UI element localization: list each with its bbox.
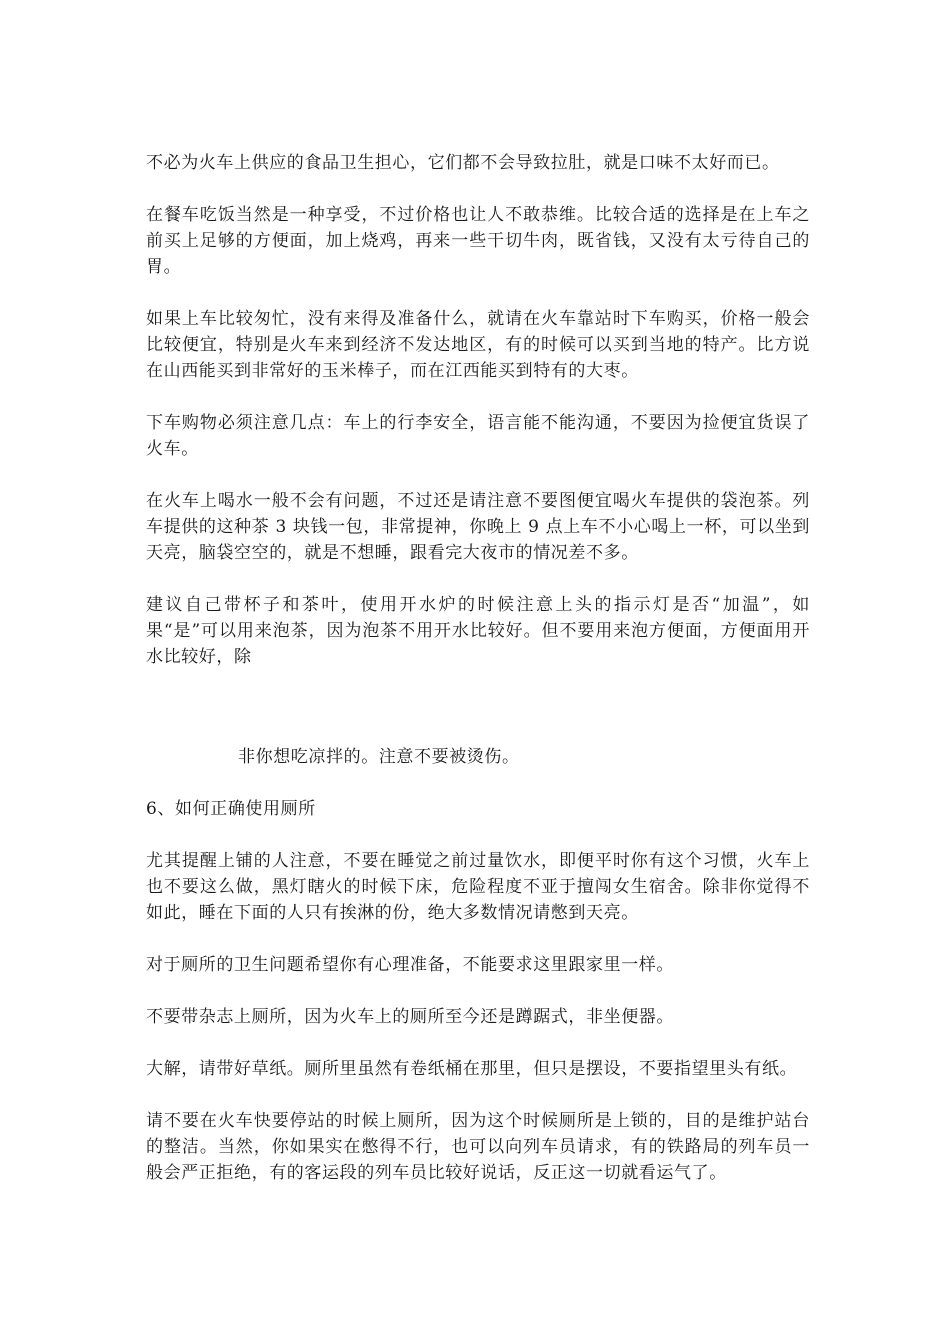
paragraph-shopping-notes: 下车购物必须注意几点：车上的行李安全，语言能不能沟通，不要因为捡便宜货误了火车。 (146, 413, 810, 459)
paragraph-upper-berth: 尤其提醒上铺的人注意，不要在睡觉之前过量饮水，即便平时你有这个习惯，火车上也不要这么做，黑灯瞎火的时候下床，危险程度不亚于擅闯女生宿舍。除非你觉得不如此，睡在下面的人只有挨淋的份，绝大多数情况请憋到天亮。 (146, 851, 810, 923)
section-heading-toilet: 6、如何正确使用厕所 (146, 799, 316, 819)
paragraph-toilet-paper: 大解，请带好草纸。厕所里虽然有卷纸桶在那里，但只是摆设，不要指望里头有纸。 (146, 1059, 798, 1079)
paragraph-hygiene: 对于厕所的卫生问题希望你有心理准备，不能要求这里跟家里一样。 (146, 955, 674, 975)
paragraph-magazines: 不要带杂志上厕所，因为火车上的厕所至今还是蹲踞式，非坐便器。 (146, 1007, 674, 1027)
paragraph-station-lock: 请不要在火车快要停站的时候上厕所，因为这个时候厕所是上锁的，目的是维护站台的整洁。当然，你如果实在憋得不行，也可以向列车员请求，有的铁路局的列车员一般会严正拒绝，有的客运段的列车员比较好说话，反正这一切就看运气了。 (146, 1111, 810, 1183)
paragraph-dining-car: 在餐车吃饭当然是一种享受，不过价格也让人不敢恭维。比较合适的选择是在上车之前买上足够的方便面，加上烧鸡，再来一些干切牛肉，既省钱，又没有太亏待自己的胃。 (146, 205, 810, 277)
paragraph-tea-advice: 建议自己带杯子和茶叶，使用开水炉的时候注意上头的指示灯是否“加温”，如果“是”可以用来泡茶，因为泡茶不用开水比较好。但不要用来泡方便面，方便面用开水比较好，除 (146, 595, 810, 667)
paragraph-food-safety: 不必为火车上供应的食品卫生担心，它们都不会导致拉肚，就是口味不太好而已。 (146, 153, 780, 173)
document-page (146, 150, 810, 1186)
paragraph-drinking-water: 在火车上喝水一般不会有问题，不过还是请注意不要图便宜喝火车提供的袋泡茶。列车提供的这种茶 3 块钱一包，非常提神，你晚上 9 点上车不小心喝上一杯，可以坐到天亮，脑袋空空的，就是不想睡，跟看完大夜市的情况差不多。 (146, 491, 810, 563)
paragraph-continuation: 非你想吃凉拌的。注意不要被烫伤。 (238, 747, 520, 767)
paragraph-buy-at-stops: 如果上车比较匆忙，没有来得及准备什么，就请在火车靠站时下车购买，价格一般会比较便宜，特别是火车来到经济不发达地区，有的时候可以买到当地的特产。比方说在山西能买到非常好的玉米棒子，而在江西能买到特有的大枣。 (146, 309, 810, 381)
